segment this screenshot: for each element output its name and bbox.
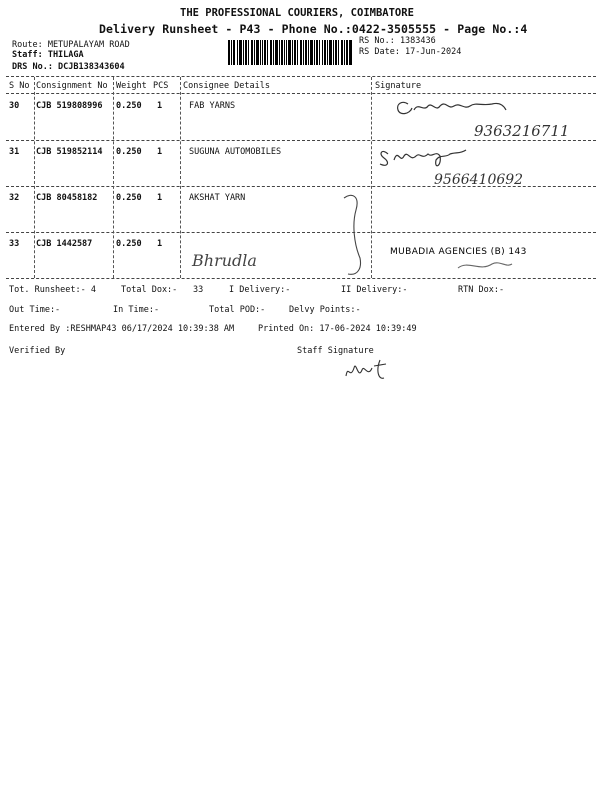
rtn-dox: RTN Dox:- (458, 285, 505, 295)
entered-by: Entered By :RESHMAP43 06/17/2024 10:39:38 AM (9, 324, 235, 334)
row-sno: 31 (9, 147, 20, 157)
row-consignee: AKSHAT YARN (189, 193, 246, 203)
row-weight: 0.250 (116, 193, 142, 203)
column-divider (371, 77, 372, 278)
total-dox-label: Total Dox:- (121, 285, 178, 295)
total-dox-value: 33 (193, 285, 204, 295)
row-sno: 32 (9, 193, 20, 203)
row-weight: 0.250 (116, 101, 142, 111)
col-header-consignment: Consignment No (36, 81, 108, 91)
drs-number: DRS No.: DCJB138343604 (12, 62, 125, 72)
verified-by: Verified By (9, 346, 66, 356)
total-pod: Total POD:- (209, 305, 266, 315)
col-header-weight: Weight (116, 81, 147, 91)
svg-text:MUBADIA AGENCIES (B) 143: MUBADIA AGENCIES (B) 143 (390, 247, 527, 257)
i-delivery: I Delivery:- (229, 285, 291, 295)
row-pcs: 1 (157, 101, 163, 111)
row-consignee: SUGUNA AUTOMOBILES (189, 147, 282, 157)
staff-label: Staff: THILAGA (12, 50, 84, 60)
row-pcs: 1 (157, 239, 163, 249)
handwritten-signature (376, 140, 586, 188)
col-header-consignee: Consignee Details (183, 81, 270, 91)
row-consignment: CJB 1442587 (36, 239, 93, 249)
staff-signature-label: Staff Signature (297, 346, 374, 356)
runsheet-subtitle: Delivery Runsheet - P43 - Phone No.:0422-3505555 - Page No.:4 (99, 22, 528, 36)
printed-on: Printed On: 17-06-2024 10:39:49 (258, 324, 417, 334)
col-header-signature: Signature (375, 81, 422, 91)
rs-date: RS Date: 17-Jun-2024 (359, 47, 462, 57)
col-header-sno: S No (9, 81, 30, 91)
signature-phone-1: 9363216711 (474, 122, 570, 140)
staff-signature (340, 356, 390, 386)
column-divider (113, 77, 114, 278)
row-pcs: 1 (157, 193, 163, 203)
row-sno: 30 (9, 101, 20, 111)
handwritten-signature (376, 94, 576, 140)
company-stamp (388, 238, 588, 278)
handwritten-stroke (330, 188, 370, 280)
table-bottom-rule (6, 278, 596, 279)
out-time: Out Time:- (9, 305, 61, 315)
barcode-image (228, 40, 352, 65)
ii-delivery: II Delivery:- (341, 285, 408, 295)
tot-runsheet: Tot. Runsheet:- 4 (9, 285, 96, 295)
table-top-rule (6, 76, 596, 77)
row-consignee: FAB YARNS (189, 101, 236, 111)
row-weight: 0.250 (116, 147, 142, 157)
row-pcs: 1 (157, 147, 163, 157)
delvy-points: Delvy Points:- (289, 305, 361, 315)
handwritten-name (190, 244, 310, 274)
row-weight: 0.250 (116, 239, 142, 249)
row-rule (6, 232, 596, 233)
column-divider (180, 77, 181, 278)
col-header-pcs: PCS (153, 81, 169, 91)
row-consignment: CJB 80458182 (36, 193, 98, 203)
in-time: In Time:- (113, 305, 160, 315)
signature-phone-2: 9566410692 (434, 172, 524, 188)
company-title: THE PROFESSIONAL COURIERS, COIMBATORE (180, 7, 414, 19)
row-consignment: CJB 519808996 (36, 101, 103, 111)
rs-number: RS No.: 1383436 (359, 36, 436, 46)
row-consignment: CJB 519852114 (36, 147, 103, 157)
row-sno: 33 (9, 239, 20, 249)
column-divider (34, 77, 35, 278)
svg-text:Bhrudla: Bhrudla (192, 251, 257, 270)
route-label: Route: METUPALAYAM ROAD (12, 40, 130, 50)
